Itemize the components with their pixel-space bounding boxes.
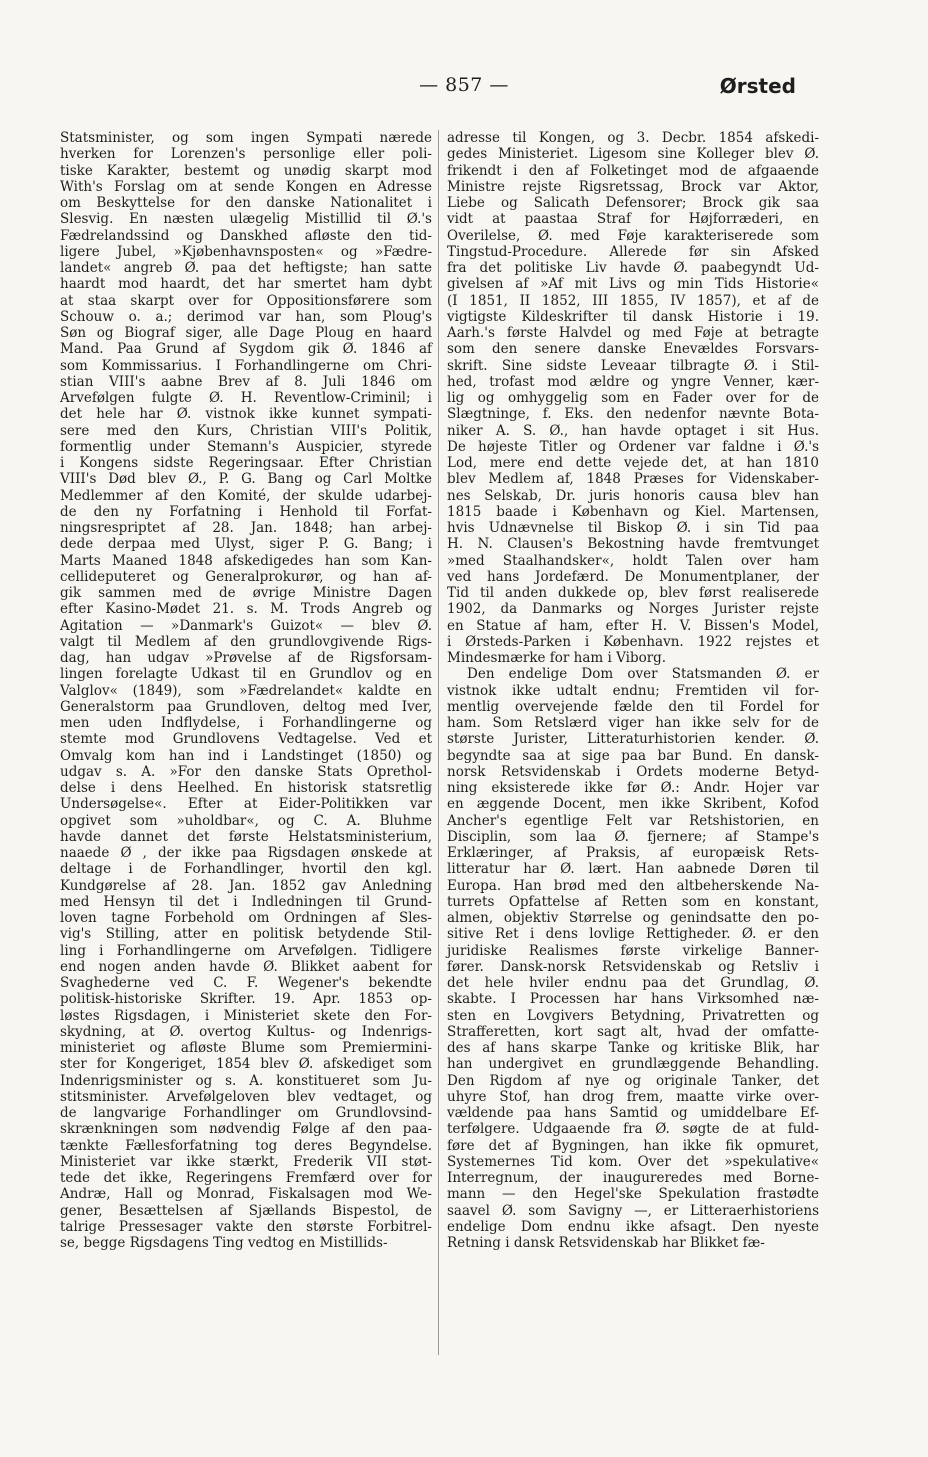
right-column: [447, 130, 819, 1251]
text-line: Statsminister, og som ingen Sympati nærede: [60, 130, 432, 146]
text-line: efter Kasino-Mødet 21. s. M. Trods Angreb og: [60, 601, 432, 618]
text-line: som den senere danske Enevældes Forsvars-: [447, 341, 819, 358]
text-line: landet« angreb Ø. paa det heftigste; han satte: [60, 260, 432, 276]
text-line: norsk Retsvidenskab i Ordets moderne Betyd-: [447, 763, 819, 780]
text-line: 1902, da Danmarks og Norges Jurister rejste: [447, 601, 819, 618]
text-line: gedes Ministeriet. Ligesom sine Kolleger blev Ø.: [447, 146, 819, 163]
text-line: Indenrigsminister og s. A. konstitueret som Ju-: [60, 1072, 432, 1089]
text-line: tede det ikke, Regeringens Fremfærd over for: [60, 1170, 432, 1186]
text-line: Mand. Paa Grund af Sygdom gik Ø. 1846 af: [60, 341, 432, 358]
text-line: deltage i de Forhandlinger, hvortil den kgl.: [60, 861, 432, 878]
text-line: hvis Udnævnelse til Biskop Ø. i sin Tid paa: [447, 520, 819, 536]
text-line: sten en Lovgivers Betydning, Privatretten og: [447, 1007, 819, 1024]
text-line: Overilelse, Ø. med Føje karakteriserede som: [447, 227, 819, 244]
text-line: i Ørsteds-Parken i København. 1922 rejstes et: [447, 633, 819, 650]
text-line: talrige Pressesager vakte den største Forbitrel-: [60, 1218, 432, 1235]
text-line: tænkte Fællesforfatning tog deres Begyndelse.: [60, 1137, 432, 1154]
text-line: en æggende Docent, men ikke Skribent, Kofod: [447, 796, 819, 813]
text-line: føre det af Bygningen, han ikke fik opmuret,: [447, 1137, 819, 1154]
text-line: Slesvig. En næsten ulægelig Mistillid til Ø.'s: [60, 211, 432, 228]
text-line: Slægtninge, f. Eks. den nedenfor nævnte Bota-: [447, 406, 819, 423]
text-line: (I 1851, II 1852, III 1855, IV 1857), et af de: [447, 292, 819, 309]
text-line: dede derpaa med Ulyst, siger P. G. Bang; i: [60, 536, 432, 553]
text-line: Marts Maaned 1848 afskedigedes han som Kan-: [60, 552, 432, 569]
text-line: terfølgere. Udgaaende fra Ø. søgte de at fuld-: [447, 1121, 819, 1138]
text-line: ster for Kongeriget, 1854 blev Ø. afskediget som: [60, 1056, 432, 1073]
text-line: ministeriet og afløste Blume som Premiermini-: [60, 1040, 432, 1056]
text-line: udgav s. A. »For den danske Stats Oprethol-: [60, 763, 432, 780]
text-line: Generalstorm paa Grundloven, deltog med Iver,: [60, 698, 432, 715]
text-line: Aarh.'s første Halvdel og med Føje at betragte: [447, 325, 819, 341]
text-line: uhyre Stof, han drog frem, maatte virke over-: [447, 1088, 819, 1105]
text-line: gik sammen med de øvrige Ministre Dagen: [60, 585, 432, 601]
text-line: men uden Indflydelse, i Forhandlingerne og: [60, 715, 432, 731]
text-line: fra det politiske Liv havde Ø. paabegyndt Ud-: [447, 260, 819, 276]
text-line: hverken for Lorenzen's personlige eller poli-: [60, 146, 432, 163]
text-line: ved hans Jordefærd. De Monumentplaner, der: [447, 568, 819, 585]
text-line: ling i Forhandlingerne om Arvefølgen. Tidligere: [60, 942, 432, 959]
text-line: endelige Dom endnu ikke afsagt. Den nyeste: [447, 1218, 819, 1235]
text-line: ligere Jubel, »Kjøbenhavnsposten« og »Fædre-: [60, 243, 432, 260]
text-line: lingen forelagte Udkast til en Grundlov og en: [60, 666, 432, 683]
text-line: nes Selskab, Dr. juris honoris causa blev han: [447, 487, 819, 504]
text-line: end nogen anden havde Ø. Blikket aabent for: [60, 958, 432, 975]
left-column: [60, 130, 432, 1251]
text-line: det hele hviler endnu paa det Grundlag, Ø.: [447, 975, 819, 991]
text-line: Systemernes Tid kom. Over det »spekulative«: [447, 1153, 819, 1170]
text-line: om Beskyttelse for den danske Nationalitet i: [60, 195, 432, 211]
text-line: Ministre rejste Rigsretssag, Brock var Aktor,: [447, 178, 819, 195]
text-line: største Jurister, Litteraturhistorien kender. Ø.: [447, 731, 819, 748]
column-divider: [438, 130, 439, 1355]
text-line: Kundgørelse af 28. Jan. 1852 gav Anledning: [60, 877, 432, 894]
text-line: adresse til Kongen, og 3. Decbr. 1854 afskedi-: [447, 130, 819, 146]
text-line: Andræ, Hall og Monrad, Fiskalsagen mod We-: [60, 1186, 432, 1203]
text-line: Lod, mere end dette vejede det, at han 1810: [447, 455, 819, 471]
text-line: de den ny Forfatning i Henhold til Forfat-: [60, 503, 432, 520]
text-line: givelsen af »Af mit Livs og min Tids Historie«: [447, 276, 819, 293]
text-line: hed, trofast mod ældre og yngre Venner, kær-: [447, 373, 819, 390]
text-line: Retning i dansk Retsvidenskab har Blikket fæ-: [447, 1235, 765, 1251]
text-line: Europa. Han brød med den altbeherskende Na-: [447, 877, 819, 894]
text-line: Undersøgelse«. Efter at Eider-Politikken var: [60, 796, 432, 813]
text-line: sere med den Kurs, Christian VIII's Politik,: [60, 422, 432, 439]
text-line: det hele har Ø. vistnok ikke kunnet sympati-: [60, 406, 432, 423]
text-line: Erklæringer, af Praksis, af europæisk Rets-: [447, 845, 819, 861]
text-line: Mindesmærke for ham i Viborg.: [447, 650, 667, 666]
text-line: skrænkningen som nødvendig Følge af den paa-: [60, 1121, 432, 1138]
text-line: naaede Ø , der ikke paa Rigsdagen ønskede at: [60, 845, 432, 861]
text-line: vistnok ikke udtalt endnu; Fremtiden vil for-: [447, 682, 819, 699]
text-line: Valglov« (1849), som »Fædrelandet« kaldte en: [60, 682, 432, 699]
text-line: Ancher's egentlige Felt var Retshistorien, en: [447, 812, 819, 829]
text-line: dag, han udgav »Prøvelse af de Rigsforsam-: [60, 650, 432, 666]
text-line: skabte. I Processen har hans Virksomhed næ-: [447, 991, 819, 1008]
text-line: vidt at paastaa Straf for Højforræderi, en: [447, 211, 819, 228]
text-line: Ministeriet var ikke stærkt, Frederik VII støt-: [60, 1153, 432, 1170]
text-line: haardt mod haardt, det har smertet ham dybt: [60, 276, 432, 293]
text-line: mann — den Hegel'ske Spekulation frastødte: [447, 1186, 819, 1203]
text-line: Interregnum, der inaugureredes med Borne-: [447, 1170, 819, 1186]
text-line: Strafferetten, kort sagt alt, hvad der omfatte-: [447, 1023, 819, 1040]
text-line: loven tagne Forbehold om Ordningen af Sles-: [60, 910, 432, 926]
text-line: fører. Dansk-norsk Retsvidenskab og Retsliv i: [447, 958, 819, 975]
text-line: »med Staalhandsker«, holdt Talen over ham: [447, 552, 819, 569]
text-line: Den endelige Dom over Statsmanden Ø. er: [467, 666, 819, 683]
text-line: Den Rigdom af nye og originale Tanker, det: [447, 1072, 819, 1089]
running-head: Ørsted: [719, 74, 796, 98]
text-line: Arvefølgen fulgte Ø. H. Reventlow-Criminil; i: [60, 390, 432, 406]
text-line: vældende paa hans Samtid og umiddelbare Ef-: [447, 1105, 819, 1121]
text-line: cellideputeret og Generalprokurør, og han af-: [60, 568, 432, 585]
text-line: stitsminister. Arvefølgeloven blev vedtaget, og: [60, 1088, 432, 1105]
text-line: han undergivet en grundlæggende Behandling.: [447, 1056, 819, 1073]
text-line: i Kongens sidste Regeringsaar. Efter Christian: [60, 455, 432, 471]
text-line: H. N. Clausen's Bekostning havde fremtvunget: [447, 536, 819, 553]
text-line: opgivet som »uholdbar«, og C. A. Bluhme: [60, 812, 432, 829]
text-line: tiske Karakter, bestemt og unødig skarpt mod: [60, 162, 432, 179]
text-line: ham. Som Retslærd viger han ikke selv for de: [447, 715, 819, 731]
text-line: politisk-historiske Skrifter. 19. Apr. 1853 op-: [60, 991, 432, 1008]
text-line: juridiske Realismes første virkelige Banner-: [447, 942, 819, 959]
text-line: turrets Opfattelse af Retten som en konstant,: [447, 893, 819, 910]
text-line: With's Forslag om at sende Kongen en Adresse: [60, 178, 432, 195]
text-line: Omvalg kom han ind i Landstinget (1850) og: [60, 747, 432, 764]
text-line: stemte mod Grundlovens Vedtagelse. Ved et: [60, 731, 432, 748]
text-line: litteratur har Ø. lært. Han aabnede Døren til: [447, 861, 819, 878]
text-line: som Kommissarius. I Forhandlingerne om Chri-: [60, 357, 432, 374]
text-line: ning eksisterede ikke før Ø.: Andr. Hojer var: [447, 780, 819, 796]
text-line: skrift. Sine sidste Leveaar tilbragte Ø. i Stil-: [447, 357, 819, 374]
text-line: vigtigste Kildeskrifter til dansk Historie i 19.: [447, 308, 819, 325]
text-line: de langvarige Forhandlinger om Grundlovsind-: [60, 1105, 432, 1121]
text-line: gener, Besættelsen af Sjællands Bispestol, de: [60, 1202, 432, 1219]
text-line: delse i dens Heelhed. En historisk statsretlig: [60, 780, 432, 796]
text-line: Søn og Biograf siger, alle Dage Ploug en haard: [60, 325, 432, 341]
text-line: almen, objektiv Størrelse og genindsatte den po-: [447, 910, 819, 926]
text-line: valgt til Medlem af den grundlovgivende Rigs-: [60, 633, 432, 650]
text-line: Schouw o. a.; derimod var han, som Ploug's: [60, 308, 432, 325]
text-line: mentlig overvejende fælde den til Fordel for: [447, 698, 819, 715]
text-line: Medlemmer af den Komité, der skulde udarbej-: [60, 487, 432, 504]
text-line: se, begge Rigsdagens Ting vedtog en Mistillids-: [60, 1235, 388, 1251]
text-line: saavel Ø. som Savigny —, er Litteraerhistoriens: [447, 1202, 819, 1219]
text-line: Tingstud-Procedure. Allerede før sin Afsked: [447, 243, 819, 260]
text-line: Fædrelandssind og Danskhed afløste den tid-: [60, 227, 432, 244]
text-line: Agitation — »Danmark's Guizot« — blev Ø.: [60, 617, 432, 634]
text-line: en Statue af ham, efter H. V. Bissen's Model,: [447, 617, 819, 634]
text-line: med Hensyn til det i Indledningen til Grund-: [60, 893, 432, 910]
text-line: Disciplin, som laa Ø. fjernere; af Stampe's: [447, 828, 819, 845]
text-line: lig og omhyggelig som en Fader over for de: [447, 390, 819, 406]
text-line: sitive Ret i dens lovlige Rettigheder. Ø. er den: [447, 926, 819, 943]
text-line: Tid til anden dukkede op, blev først realiserede: [447, 585, 819, 601]
text-line: De højeste Titler og Ordener var faldne i Ø.'s: [447, 438, 819, 455]
text-line: ningsrespriptet af 28. Jan. 1848; han arbej-: [60, 520, 432, 536]
text-line: VIII's Død blev Ø., P. G. Bang og Carl Moltke: [60, 471, 432, 488]
text-line: frikendt i den af Folketinget mod de afgaaende: [447, 162, 819, 179]
text-line: Liebe og Salicath Defensorer; Brock gik saa: [447, 195, 819, 211]
text-line: des af hans skarpe Tanke og kritiske Blik, har: [447, 1040, 819, 1056]
text-line: niker A. S. Ø., han havde optaget i sit Hus.: [447, 422, 819, 439]
text-line: vig's Stilling, atter en politisk betydende Stil-: [60, 926, 432, 943]
page-number: — 857 —: [419, 74, 509, 96]
text-line: Svaghederne ved C. F. Wegener's bekendte: [60, 975, 432, 991]
text-line: blev Medlem af, 1848 Præses for Videnskaber-: [447, 471, 819, 488]
text-line: havde dannet det første Helstatsministerium,: [60, 828, 432, 845]
text-line: at staa skarpt over for Oppositionsførere som: [60, 292, 432, 309]
text-line: skydning, at Ø. overtog Kultus- og Indenrigs-: [60, 1023, 432, 1040]
text-line: formentlig under Stemann's Auspicier, styrede: [60, 438, 432, 455]
text-line: 1815 baade i København og Kiel. Martensen,: [447, 503, 819, 520]
text-line: løstes Rigsdagen, i Ministeriet skete den For-: [60, 1007, 432, 1024]
text-line: stian VIII's aabne Brev af 8. Juli 1846 om: [60, 373, 432, 390]
text-line: begyndte saa at sige paa bar Bund. En dansk-: [447, 747, 819, 764]
